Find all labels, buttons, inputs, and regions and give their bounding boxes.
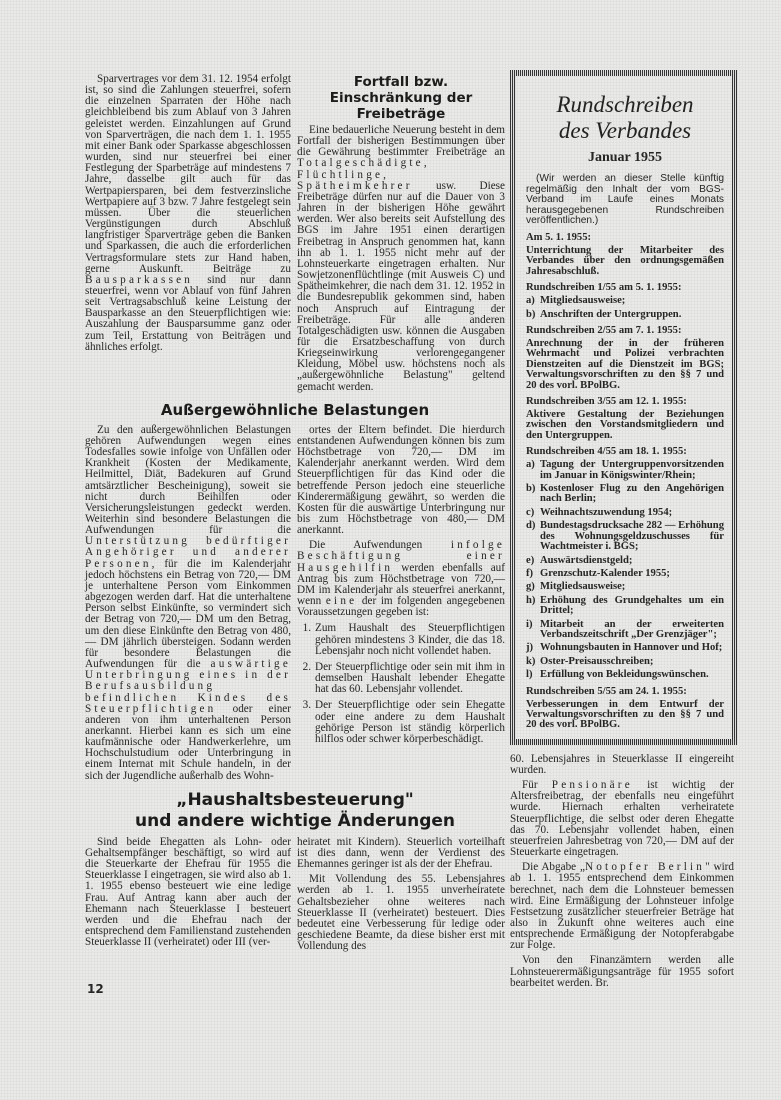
text-run: oder einer anderen von ihm unterhaltenen Person anerkannt. Hierbei kann es sich um eine kaufmännische oder Handwerkerlehre, um Hochschulstudium oder Unterbringung in einem Internat mit Schule handeln, in der sich der Jugendliche außerhalb des Wohn- xyxy=(85,702,291,782)
entry-text: Aktivere Gestaltung der Beziehungen zwischen den Vorstandsmitgliedern und den Untergruppen. xyxy=(526,409,724,441)
entry-item xyxy=(526,521,724,552)
heading-haushaltsbesteuerung xyxy=(85,790,505,832)
item-text: Erhöhung des Grundgehaltes um ein Drittel; xyxy=(540,594,724,617)
text-run: ist wichtig der Altersfreibetrag, der ebenfalls neu eingeführt wurde. Hiernach erhalten verheiratete Steuerpflichtige, die selbst oder deren Ehegatte das 70. Lebensjahr vollendet haben, einen steuerfreien Jahresbetrag von 720,— DM auf der Steuerkarte eingetragen. xyxy=(510,779,734,859)
text-run: der im folgenden angegebenen Voraussetzungen gegeben ist: xyxy=(297,595,505,619)
emphasized-text: auswärtige Unterbringung eines in der Berufsausbildung befindlichen Kindes des Steuerpflichtigen xyxy=(85,658,291,715)
item-text: Bundestagsdrucksache 282 — Erhöhung des Wohnungsgeldzuschusses für Wachtmeister i. BGS; xyxy=(540,520,724,553)
list-text: Der Steuerpflichtige oder sein mit ihm in demselben Haushalt lebender Ehegatte hat das 60. Lebensjahr vollendet. xyxy=(315,660,505,696)
column-middle-middle xyxy=(297,425,505,745)
heading-line: Fortfall bzw. xyxy=(353,74,449,90)
text-run: werden ebenfalls auf Antrag bis zum Höchstbetrage von 720,— DM im Kalenderjahr als steuerfrei anerkannt, wenn xyxy=(297,561,505,608)
item-text: Anschriften der Untergruppen. xyxy=(540,308,682,320)
paragraph xyxy=(510,780,734,858)
entry-item xyxy=(526,460,724,481)
heading-freibetraege xyxy=(297,74,505,122)
paragraph xyxy=(510,955,734,988)
item-label: j) xyxy=(526,642,534,654)
text-run: Die Abgabe „ xyxy=(522,861,585,874)
item-text: Mitgliedsausweise; xyxy=(540,581,626,593)
item-text: Mitarbeit an der erweiterten Verbandszeitschrift „Der Grenzjäger"; xyxy=(540,618,724,640)
text-run: Zu den außergewöhnlichen Belastungen gehören Aufwendungen wegen eines Todesfalles sowie infolge von Unfällen oder Krankheit (Kosten der Medikamente, Heilmittel, Diät, Badekuren auf Grund amtsärztlicher Bescheinigung), soweit sie nicht durch Beihilfen oder Versicherungsleistungen gedeckt werden. Weiterhin sind besondere Belastungen die Aufwendungen für die xyxy=(85,423,291,537)
paragraph xyxy=(510,754,734,776)
item-text: Mitgliedsausweise; xyxy=(540,295,626,307)
column-bottom-middle xyxy=(297,837,505,953)
paragraphs xyxy=(297,425,505,619)
text-run: Mit Vollendung des 55. Lebensjahres werden ab 1. 1. 1955 unverheiratete Gehaltsbezieher ohne weiteres nach Steuerklasse II (verheiratet) besteuert. Dies bedeutet eine Verbesserung für ledige oder geschiedene Beamte, da diese bisher erst mit Vollendung des xyxy=(297,873,505,953)
list-number: 1. xyxy=(302,622,311,635)
entry-item xyxy=(526,670,724,680)
entry-heading: Rundschreiben 1/55 am 5. 1. 1955: xyxy=(526,282,682,294)
item-label: c) xyxy=(526,506,535,518)
item-text: Weihnachtszuwendung 1954; xyxy=(540,506,673,518)
list-number: 2. xyxy=(302,660,311,673)
text-run: ortes der Eltern befindet. Die hierdurch entstandenen Aufwendungen können bis zum Höchstbetrage von 720,— DM im Kalenderjahr anerkannt werden. Wird dem Steuerpflichtigen für das Kind oder die betreffende Person jedoch eine steuerliche Kinderermäßigung gewährt, so werden die Kosten für die auswärtige Unterbringung nur bis zum Höchstbetrage von 480,— DM anerkannt. xyxy=(297,423,505,537)
entry-heading: Am 5. 1. 1955: xyxy=(526,231,592,243)
paragraph xyxy=(297,425,505,537)
right-area xyxy=(510,70,738,989)
entry-item xyxy=(526,569,724,579)
item-label: a) xyxy=(526,295,535,307)
rundschreiben-box xyxy=(510,70,738,745)
text-run: , für die im Kalenderjahr jedoch höchstens ein Betrag von 720,— DM je unterhaltene Person vom Einkommen abgezogen werden darf. Hat die unterhaltene Person selbst Einkünfte, so vermindert sich der Betrag von 720,— DM um den Betrag, um den diese Einkünfte den Betrag von 480,— DM jährlich übersteigen. Sodann werden für besondere Belastungen die Aufwendungen für die xyxy=(85,557,291,671)
text-run: 60. Lebensjahres in Steuerklasse II eingereiht wurden. xyxy=(510,752,734,776)
column-top-middle-wrap xyxy=(297,74,505,393)
list-item xyxy=(297,623,505,656)
paragraph xyxy=(297,540,505,618)
top-section xyxy=(85,74,505,393)
entry-text: Verbesserungen in dem Entwurf der Verwaltungsvorschriften zu den §§ 7 und 20 des vorl. BPolBG. xyxy=(526,698,724,731)
entry-text: Anrechnung der in der früheren Wehrmacht und Polizei verbrachten Dienstzeiten auf die Dienstzeit im BGS; Verwaltungsvorschriften zu den §§ 7 und 20 des vorl. BPolBG. xyxy=(526,338,724,391)
entry-item xyxy=(526,484,724,505)
text-run: heiratet mit Kindern). Steuerlich vorteilhaft ist dies dann, wenn der Verdienst des Ehemannes geringer ist als der der Ehefrau. xyxy=(297,835,505,871)
entry-item xyxy=(526,657,724,667)
text-run: Sind beide Ehegatten als Lohn- oder Gehaltsempfänger beschäftigt, so wird auf die Steuerkarte der Ehefrau für 1955 die Steuerklasse I eingetragen, sie wird also ab 1. 1. 1955 ebenso besteuert wie eine ledige Frau. Auf Antrag kann aber auch der Ehemann nach Steuerklasse I besteuert werden und die Ehefrau nach der entsprechend dem Familienstand zustehenden Steuerklasse II (verheiratet) oder III (ver- xyxy=(85,835,291,949)
item-text: Oster-Preisausschreiben; xyxy=(540,655,654,667)
heading-line: „Haushaltsbesteuerung" xyxy=(176,789,414,810)
column-bottom-left xyxy=(85,837,291,949)
entry-item xyxy=(526,556,724,566)
entry-heading: Rundschreiben 4/55 am 18. 1. 1955: xyxy=(526,446,687,458)
text-run: usw. Diese Freibeträge dürfen nur auf die Dauer von 3 Jahren in der bisherigen Höhe gewährt werden. Wer also bereits seit Aufstellung des BGS im Jahre 1951 einen derartigen Freibetrag in Anspruch genommen hat, kann ihn ab 1. 1. 1955 nicht mehr auf der Lohnsteuerkarte eingetragen erhalten. Nur Sowjetzonenflüchtlinge (mit Ausweis C) und Spätheimkehrer, die nach dem 31. 12. 1952 in die Bundesrepublik gekommen sind, haben noch Anspruch auf Eintragung der Freibeträge. Für alle anderen Totalgeschädigten usw. können die Ausgaben für die Ersatzbeschaffung von durch Kriegseinwirkung verlorengegangener Kleidung, Möbel usw. höchstens noch als „außergewöhnliche Belastung" geltend gemacht werden. xyxy=(297,179,505,393)
box-title-line: Rundschreiben xyxy=(556,92,694,117)
emphasized-text: Notopfer Berlin xyxy=(584,861,706,874)
entry-item xyxy=(526,296,724,306)
column-top-left xyxy=(85,74,291,353)
entry-item xyxy=(526,582,724,592)
heading-aussergewoehnliche-belastungen: Außergewöhnliche Belastungen xyxy=(160,400,430,419)
item-text: Kostenloser Flug zu den Angehörigen nach Berlin; xyxy=(540,483,724,505)
conditions-list xyxy=(297,623,505,745)
heading-line: und andere wichtige Änderungen xyxy=(134,810,456,831)
item-text: Tagung der Untergruppenvorsitzenden im Januar in Königswinter/Rhein; xyxy=(540,459,724,481)
bottom-section xyxy=(85,837,505,953)
text-run: Für xyxy=(522,779,552,792)
entry-heading: Rundschreiben 5/55 am 24. 1. 1955: xyxy=(526,685,687,697)
entry-text: Unterrichtung der Mitarbeiter des Verbandes über den ordnungsgemäßen Jahresabschluß. xyxy=(526,244,724,277)
item-label: e) xyxy=(526,554,535,566)
middle-section xyxy=(85,425,505,782)
item-label: l) xyxy=(526,669,533,681)
list-text: Zum Haushalt des Steuerpflichtigen gehören mindestens 3 Kinder, die das 18. Lebensjahr noch nicht vollendet haben. xyxy=(315,622,505,657)
item-label: b) xyxy=(526,483,536,495)
item-text: Auswärtsdienstgeld; xyxy=(540,554,633,566)
item-label: k) xyxy=(526,655,536,667)
item-text: Wohnungsbauten in Hannover und Hof; xyxy=(540,642,723,654)
entry-item xyxy=(526,643,724,653)
paragraph xyxy=(297,125,505,393)
text-run: " wird ab 1. 1. 1955 entsprechend dem Einkommen berechnet, nach dem die Lohnsteuer bemessen wird. Eine Ermäßigung der Lohnsteuer infolge Festsetzung zusätzlicher steuerfreier Beträge hat also in Zukunft ohne weiteres auch eine entsprechende Ermäßigung der Notopferabgabe zur Folge. xyxy=(510,861,734,952)
page-number: 12 xyxy=(87,982,104,997)
text-run: Die Aufwendungen xyxy=(309,539,451,552)
paragraph xyxy=(297,874,505,952)
box-intro: (Wir werden an dieser Stelle künftig regelmäßig den Inhalt der vom BGS-Verband im Laufe eines Monats herausgegebenen Rundschreiben veröffentlichen.) xyxy=(526,173,724,227)
text-run: Sparvertrages vor dem 31. 12. 1954 erfolgt ist, so sind die Zahlungen steuerfrei, sofern die einzelnen Sparraten der Höhe nach gleichbleibend bis zum Ablauf von 3 Jahren geleistet werden. Einzahlungen auf Grund von Sparverträgen, die nach dem 1. 1. 1955 mit einer Bank oder Sparkasse abgeschlossen wurden, sind nur steuerfrei bei einer Festlegung der Sparbeträge auf mindestens 7 Jahre, dasselbe gilt auch für das Wertpapiersparen, bei dem festverzinsliche Wertpapiere auf 3 bzw. 7 Jahre festgelegt sein müssen. Über die steuerlichen Vergünstigungen durch Abschluß langfristiger Sparverträge geben die Banken und Sparkassen, die auch die erforderlichen Vertragsformulare stets zur Hand haben, gerne Auskunft. Beiträge zu xyxy=(85,73,291,275)
paragraph xyxy=(85,74,291,353)
text-run: Eine bedauerliche Neuerung besteht in dem Fortfall der bisherigen Bestimmungen über die Gewährung bestimmter Freibeträge an xyxy=(297,124,505,159)
main-text-area xyxy=(85,74,505,996)
entry-item xyxy=(526,508,724,518)
paragraph xyxy=(85,837,291,949)
paragraph xyxy=(510,862,734,951)
entry-heading: Rundschreiben 3/55 am 12. 1. 1955: xyxy=(526,396,687,408)
entry-item xyxy=(526,620,724,641)
item-label: h) xyxy=(526,594,536,606)
item-label: g) xyxy=(526,581,535,593)
list-text: Der Steuerpflichtige oder sein Ehegatte oder eine andere zu dem Haushalt gehörige Person ist ständig körperlich hilflos oder schwer körperbeschädigt. xyxy=(315,699,505,745)
text-run: sind nur dann steuerfrei, wenn vor Ablauf von fünf Jahren seit Vertragsabschluß keine Leistung der Bausparkasse an den Steuerpflichtigen wie: Auszahlung der Bausparsumme ganz oder zum Teil, Erstattung von Beiträgen und ähnliches erfolgt. xyxy=(85,273,291,353)
item-text: Grenzschutz-Kalender 1955; xyxy=(540,567,670,579)
item-label: a) xyxy=(526,459,535,471)
paragraph xyxy=(85,425,291,782)
item-label: d) xyxy=(526,520,536,532)
item-label: f) xyxy=(526,567,534,579)
item-text: Erfüllung von Bekleidungswünschen. xyxy=(540,669,709,681)
box-title-line: des Verbandes xyxy=(558,118,692,143)
entry-item xyxy=(526,596,724,617)
column-top-middle xyxy=(297,125,505,393)
item-label: i) xyxy=(526,618,533,630)
column-right-lower xyxy=(510,754,734,989)
box-entries xyxy=(526,232,724,731)
emphasized-text: Bausparkassen xyxy=(85,273,194,286)
emphasized-text: Pensionäre xyxy=(551,779,633,792)
list-item xyxy=(297,662,505,695)
emphasized-text: infolge Beschäftigung einer Hausgehilfin xyxy=(297,539,505,574)
list-item xyxy=(297,700,505,745)
list-number: 3. xyxy=(302,699,311,712)
column-middle-left xyxy=(85,425,291,782)
item-label: b) xyxy=(526,308,536,320)
emphasized-text: Totalgeschädigte, Flüchtlinge, Spätheimkehrer xyxy=(297,157,430,192)
box-title xyxy=(526,92,724,144)
entry-item xyxy=(526,310,724,320)
paragraph xyxy=(297,837,505,870)
text-run: Von den Finanzämtern werden alle Lohnsteuerermäßigungsanträge für 1955 sofort bearbeitet werden. Br. xyxy=(510,954,734,989)
emphasized-text: Unterstützung bedürftiger Angehöriger und anderer Personen xyxy=(85,535,291,570)
emphasized-text: eine xyxy=(325,595,358,608)
box-month: Januar 1955 xyxy=(587,150,663,165)
entry-heading: Rundschreiben 2/55 am 7. 1. 1955: xyxy=(526,325,682,336)
heading-line: Einschränkung der Freibeträge xyxy=(329,90,473,122)
